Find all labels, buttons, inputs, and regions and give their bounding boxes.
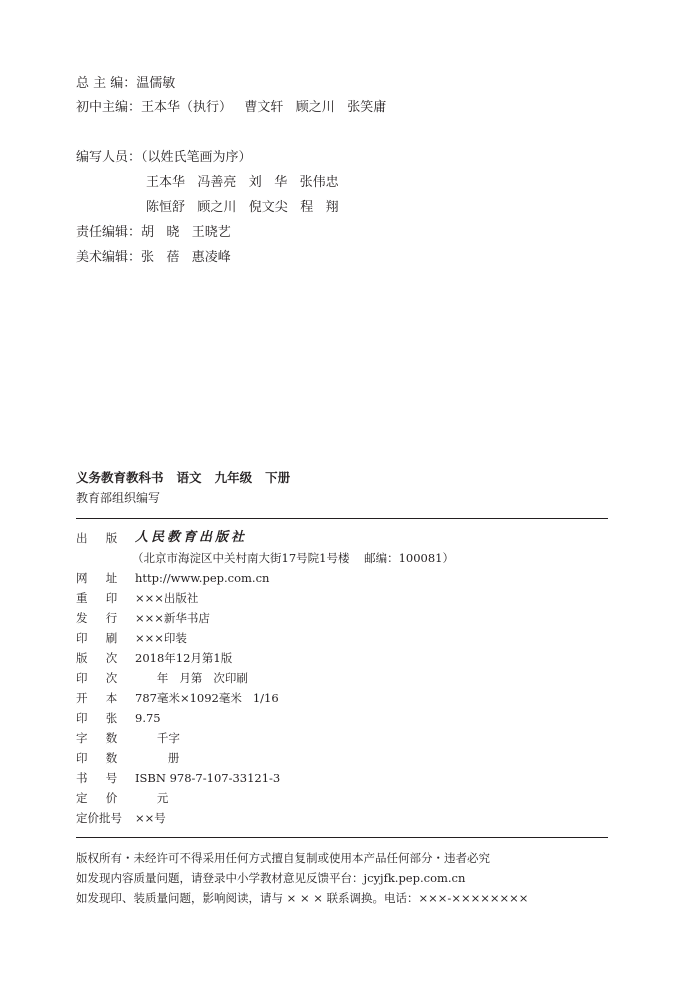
publication-row-label: 书 号 bbox=[76, 771, 118, 785]
publication-row-label: 开 本 bbox=[76, 691, 118, 705]
art-editor-names: 张 蓓 惠凌峰 bbox=[141, 250, 231, 265]
publication-row-label: 重 印 bbox=[76, 591, 118, 605]
publication-row-label: 版 次 bbox=[76, 651, 118, 665]
publication-row-value: ISBN 978-7-107-33121-3 bbox=[135, 771, 281, 785]
book-compiler: 教育部组织编写 bbox=[76, 491, 161, 505]
publisher-logo: 人民教育出版社 bbox=[135, 530, 248, 545]
writers-row-2: 陈恒舒 顾之川 倪文尖 程 翔 bbox=[146, 200, 339, 215]
print-quality-notice: 如发现印、装质量问题，影响阅读，请与 × × × 联系调换。电话：×××-×××××××× bbox=[76, 891, 529, 905]
junior-chief-names: 王本华（执行） 曹文轩 顾之川 张笑庸 bbox=[141, 100, 387, 115]
publication-row-label: 印 数 bbox=[76, 751, 118, 765]
junior-chief-line bbox=[76, 100, 386, 116]
publication-row-value: 2018年12月第1版 bbox=[135, 651, 233, 665]
publication-row-label: 字 数 bbox=[76, 731, 118, 745]
responsible-editor-names: 胡 晓 王晓艺 bbox=[141, 225, 231, 240]
art-editor-line bbox=[76, 250, 231, 266]
art-editor-label: 美术编辑： bbox=[76, 250, 142, 265]
book-title: 义务教育教科书 语文 九年级 下册 bbox=[76, 470, 291, 485]
publisher-address: （北京市海淀区中关村南大街17号院1号楼 邮编：100081） bbox=[132, 551, 454, 565]
publication-row-label: 印 张 bbox=[76, 711, 118, 725]
publication-row-label: 定价批号 bbox=[76, 811, 122, 825]
writers-row-1: 王本华 冯善亮 刘 华 张伟忠 bbox=[146, 175, 339, 190]
publication-row-label: 网 址 bbox=[76, 571, 118, 585]
chief-editor-label: 总 主 编： bbox=[76, 76, 137, 91]
publication-row-value: 9.75 bbox=[135, 711, 161, 725]
copyright-notice: 版权所有・未经许可不得采用任何方式擅自复制或使用本产品任何部分・违者必究 bbox=[76, 851, 490, 865]
publication-row-value: 千字 bbox=[135, 731, 180, 745]
chief-editor-line bbox=[76, 76, 175, 92]
publication-row-label: 定 价 bbox=[76, 791, 118, 805]
bottom-divider bbox=[76, 837, 608, 838]
publication-row-value: ××号 bbox=[135, 811, 166, 825]
publication-row-value: ×××印装 bbox=[135, 631, 187, 645]
publication-row-value: ×××新华书店 bbox=[135, 611, 210, 625]
publication-row-label: 印 刷 bbox=[76, 631, 118, 645]
publication-row-label: 印 次 bbox=[76, 671, 118, 685]
publication-row-value: 787毫米×1092毫米 1/16 bbox=[135, 691, 279, 705]
publisher-label: 出 版 bbox=[76, 531, 118, 545]
responsible-editor-label: 责任编辑： bbox=[76, 225, 142, 240]
publication-row-value: http://www.pep.com.cn bbox=[135, 571, 270, 585]
chief-editor-name: 温儒敏 bbox=[136, 76, 176, 91]
writers-label: 编写人员：（以姓氏笔画为序） bbox=[76, 150, 252, 165]
publication-row-value: 年 月第 次印刷 bbox=[135, 671, 248, 685]
top-divider bbox=[76, 518, 608, 519]
content-feedback-notice: 如发现内容质量问题，请登录中小学教材意见反馈平台：jcyjfk.pep.com.cn bbox=[76, 871, 466, 885]
publication-row-value: 元 bbox=[135, 791, 169, 805]
junior-chief-label: 初中主编： bbox=[76, 100, 142, 115]
responsible-editor-line bbox=[76, 225, 231, 241]
publication-row-label: 发 行 bbox=[76, 611, 118, 625]
publication-row-value: ×××出版社 bbox=[135, 591, 199, 605]
publication-row-value: 册 bbox=[135, 751, 180, 765]
